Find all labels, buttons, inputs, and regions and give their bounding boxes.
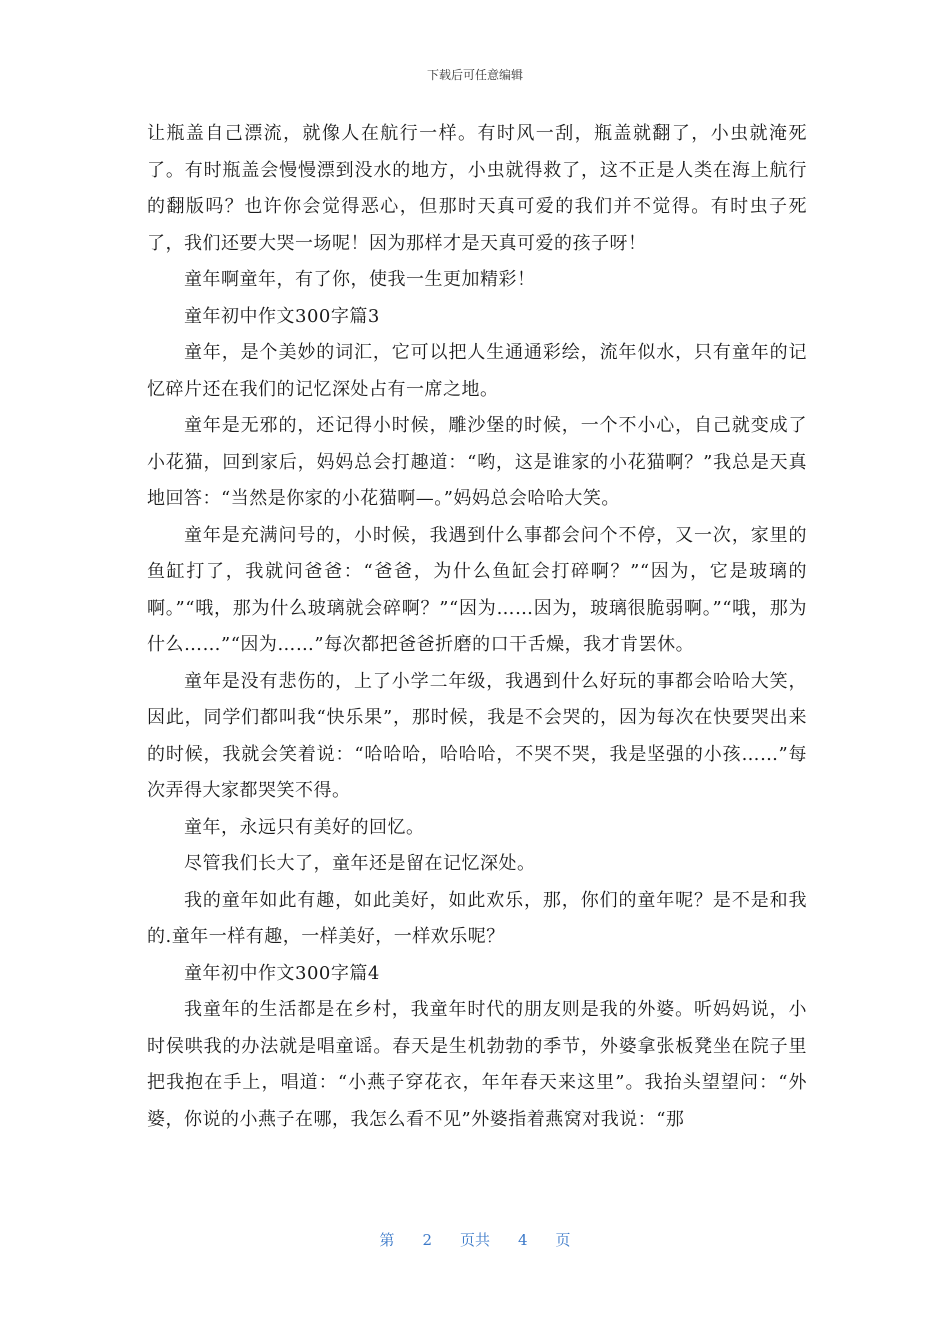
section-heading-3: 童年初中作文300字篇3 — [184, 305, 380, 327]
paragraph-5: 童年是充满问号的，小时候，我遇到什么事都会问个不停，又一次，家里的鱼缸打了，我就问爸爸：“爸爸，为什么鱼缸会打碎啊？”“因为，它是玻璃的啊。”“哦，那为什么玻璃就会碎啊？”“因为……因为，玻璃很脆弱啊。”“哦，那为什么……”“因为……”每次都把爸爸折磨的口干舌燥，我才肯罢休。 — [147, 524, 807, 655]
paragraph-10: 我童年的生活都是在乡村，我童年时代的朋友则是我的外婆。听妈妈说，小时侯哄我的办法就是唱童谣。春天是生机勃勃的季节，外婆拿张板凳坐在院子里把我抱在手上，唱道：“小燕子穿花衣，年年春天来这里”。我抬头望望问：“外婆，你说的小燕子在哪，我怎么看不见”外婆指着燕窝对我说：“那 — [147, 999, 807, 1130]
section-heading-4: 童年初中作文300字篇4 — [184, 962, 380, 984]
page-total-number: 4 — [518, 1231, 528, 1249]
document-body — [147, 116, 807, 1138]
paragraph-7: 童年，永远只有美好的回忆。 — [184, 816, 425, 838]
paragraph-4: 童年是无邪的，还记得小时候，雕沙堡的时候，一个不小心，自己就变成了小花猫，回到家后，妈妈总会打趣道：“哟，这是谁家的小花猫啊？”我总是天真地回答：“当然是你家的小花猫啊—。”妈妈总会哈哈大笑。 — [147, 415, 807, 509]
page-footer — [0, 1229, 950, 1250]
paragraph-6: 童年是没有悲伤的，上了小学二年级，我遇到什么好玩的事都会哈哈大笑，因此，同学们都叫我“快乐果”，那时候，我是不会哭的，因为每次在快要哭出来的时候，我就会笑着说：“哈哈哈，哈哈哈，不哭不哭，我是坚强的小孩……”每次弄得大家都哭笑不得。 — [147, 670, 807, 801]
page-middle: 页共 — [459, 1231, 490, 1249]
page-current-number: 2 — [422, 1231, 432, 1249]
paragraph-3: 童年，是个美妙的词汇，它可以把人生通通彩绘，流年似水，只有童年的记忆碎片还在我们的记忆深处占有一席之地。 — [147, 342, 807, 400]
paragraph-9: 我的童年如此有趣，如此美好，如此欢乐，那，你们的童年呢？是不是和我的.童年一样有趣，一样美好，一样欢乐呢？ — [147, 889, 807, 947]
page-prefix: 第 — [379, 1231, 395, 1249]
paragraph-1: 让瓶盖自己漂流，就像人在航行一样。有时风一刮，瓶盖就翻了，小虫就淹死了。有时瓶盖会慢慢漂到没水的地方，小虫就得救了，这不正是人类在海上航行的翻版吗？也许你会觉得恶心，但那时天真可爱的我们并不觉得。有时虫子死了，我们还要大哭一场呢！因为那样才是天真可爱的孩子呀！ — [147, 123, 807, 254]
page-header: 下载后可任意编辑 — [426, 68, 523, 82]
paragraph-8: 尽管我们长大了，童年还是留在记忆深处。 — [184, 853, 536, 874]
page-suffix: 页 — [555, 1231, 571, 1249]
paragraph-2: 童年啊童年，有了你，使我一生更加精彩！ — [184, 269, 536, 290]
